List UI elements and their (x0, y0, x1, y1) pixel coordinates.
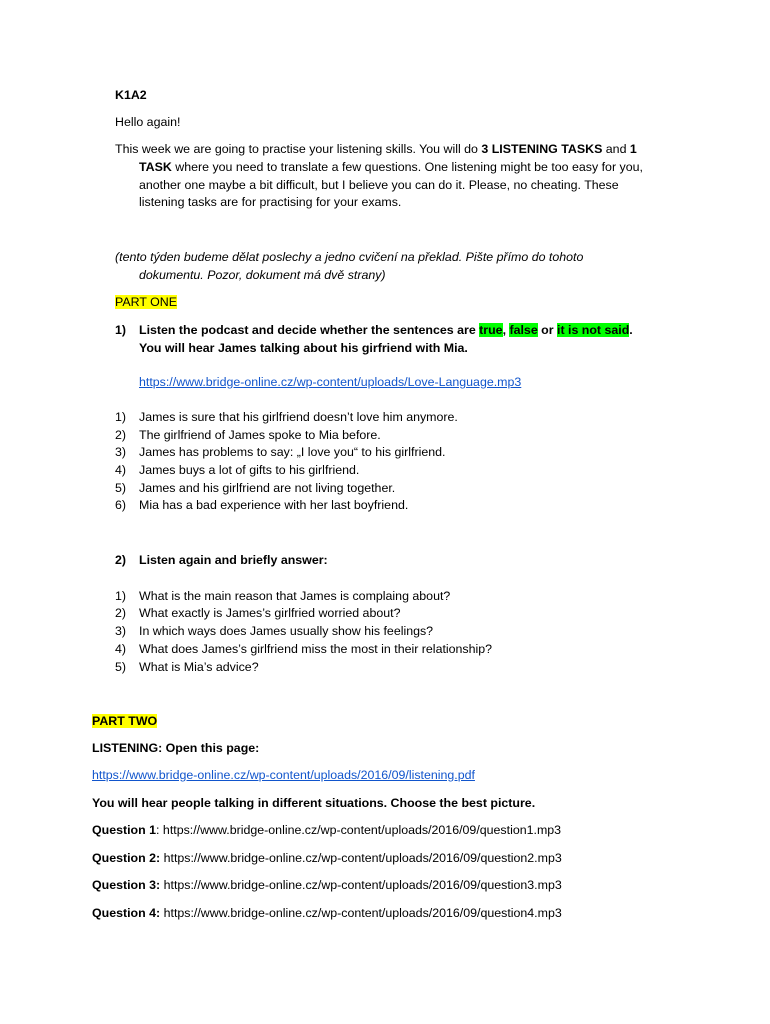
question-url[interactable]: https://www.bridge-online.cz/wp-content/uploads/2016/09/question2.mp3 (163, 851, 562, 865)
list-number: 4) (115, 463, 127, 477)
part-one-label: PART ONE (115, 295, 177, 309)
task1-line-2: You will hear James talking about his girfriend with Mia. (139, 341, 468, 355)
intro-line-2 (139, 160, 643, 174)
question-separator: : (156, 823, 163, 837)
question-url[interactable]: https://www.bridge-online.cz/wp-content/uploads/2016/09/question3.mp3 (163, 878, 562, 892)
czech-note-line-1: (tento týden budeme dělat poslechy a jedno cvičení na překlad. Pište přímo do tohoto (115, 250, 584, 264)
intro-text: and (602, 142, 630, 156)
document-title: K1A2 (115, 88, 147, 102)
part-one-heading (115, 295, 177, 309)
list-item: What does James’s girlfriend miss the most in their relationship? (139, 642, 493, 656)
list-number: 4) (115, 642, 127, 656)
question-label: Question 2: (92, 851, 161, 865)
part-two-label: PART TWO (92, 714, 158, 728)
list-item: James buys a lot of gifts to his girlfriend. (139, 463, 360, 477)
task1-instruction (139, 323, 633, 337)
task1-text: . (629, 323, 633, 337)
task2-instruction: Listen again and briefly answer: (139, 553, 328, 567)
list-number: 3) (115, 624, 127, 638)
list-number: 5) (115, 481, 127, 495)
question-3-row (92, 878, 562, 892)
list-number: 2) (115, 428, 127, 442)
list-number: 6) (115, 498, 127, 512)
list-item: What is Mia’s advice? (139, 660, 259, 674)
task2-number: 2) (115, 553, 127, 567)
intro-bold-one: 1 (629, 142, 637, 156)
question-label: Question 4: (92, 906, 161, 920)
list-item: James and his girlfriend are not living together. (139, 481, 396, 495)
intro-line-1 (115, 142, 637, 156)
list-item: The girlfriend of James spoke to Mia before. (139, 428, 381, 442)
list-number: 5) (115, 660, 127, 674)
czech-note-line-2: dokumentu. Pozor, dokument má dvě strany) (139, 268, 386, 282)
list-item: What is the main reason that James is complaing about? (139, 589, 451, 603)
task1-text: or (537, 323, 557, 337)
part-two-instruction: You will hear people talking in different situations. Choose the best picture. (92, 796, 536, 810)
question-label: Question 3: (92, 878, 161, 892)
question-url[interactable]: https://www.bridge-online.cz/wp-content/uploads/2016/09/question4.mp3 (163, 906, 562, 920)
list-item: James has problems to say: „I love you“ to his girlfriend. (139, 445, 446, 459)
highlight-true: true (479, 323, 503, 337)
list-number: 1) (115, 410, 127, 424)
question-4-row (92, 906, 562, 920)
list-item: What exactly is James’s girlfried worried about? (139, 606, 401, 620)
list-number: 2) (115, 606, 127, 620)
question-label: Question 1 (92, 823, 157, 837)
highlight-not-said: it is not said (557, 323, 630, 337)
intro-text: This week we are going to practise your listening skills. You will do (115, 142, 482, 156)
list-number: 1) (115, 589, 127, 603)
greeting: Hello again! (115, 115, 181, 129)
intro-line-3: another one maybe a bit difficult, but I believe you can do it. Please, no cheating. These (139, 178, 619, 192)
question-1-row (92, 823, 561, 837)
intro-line-4: listening tasks are for practising for your exams. (139, 195, 402, 209)
podcast-link[interactable]: https://www.bridge-online.cz/wp-content/uploads/Love-Language.mp3 (139, 375, 522, 389)
listening-label: LISTENING: Open this page: (92, 741, 260, 755)
intro-bold-task: TASK (139, 160, 172, 174)
list-item: In which ways does James usually show his feelings? (139, 624, 434, 638)
question-url[interactable]: https://www.bridge-online.cz/wp-content/uploads/2016/09/question1.mp3 (162, 823, 562, 837)
task1-text: Listen the podcast and decide whether the sentences are (139, 323, 480, 337)
intro-text: where you need to translate a few questions. One listening might be too easy for you, (171, 160, 643, 174)
list-number: 3) (115, 445, 127, 459)
task1-number: 1) (115, 323, 127, 337)
part-two-heading (92, 714, 157, 728)
list-item: Mia has a bad experience with her last boyfriend. (139, 498, 409, 512)
intro-bold-tasks: 3 LISTENING TASKS (481, 142, 603, 156)
list-item: James is sure that his girlfriend doesn’t love him anymore. (139, 410, 458, 424)
highlight-false: false (509, 323, 538, 337)
listening-pdf-link[interactable]: https://www.bridge-online.cz/wp-content/uploads/2016/09/listening.pdf (92, 768, 475, 782)
task1-text: , (502, 323, 510, 337)
question-2-row (92, 851, 562, 865)
